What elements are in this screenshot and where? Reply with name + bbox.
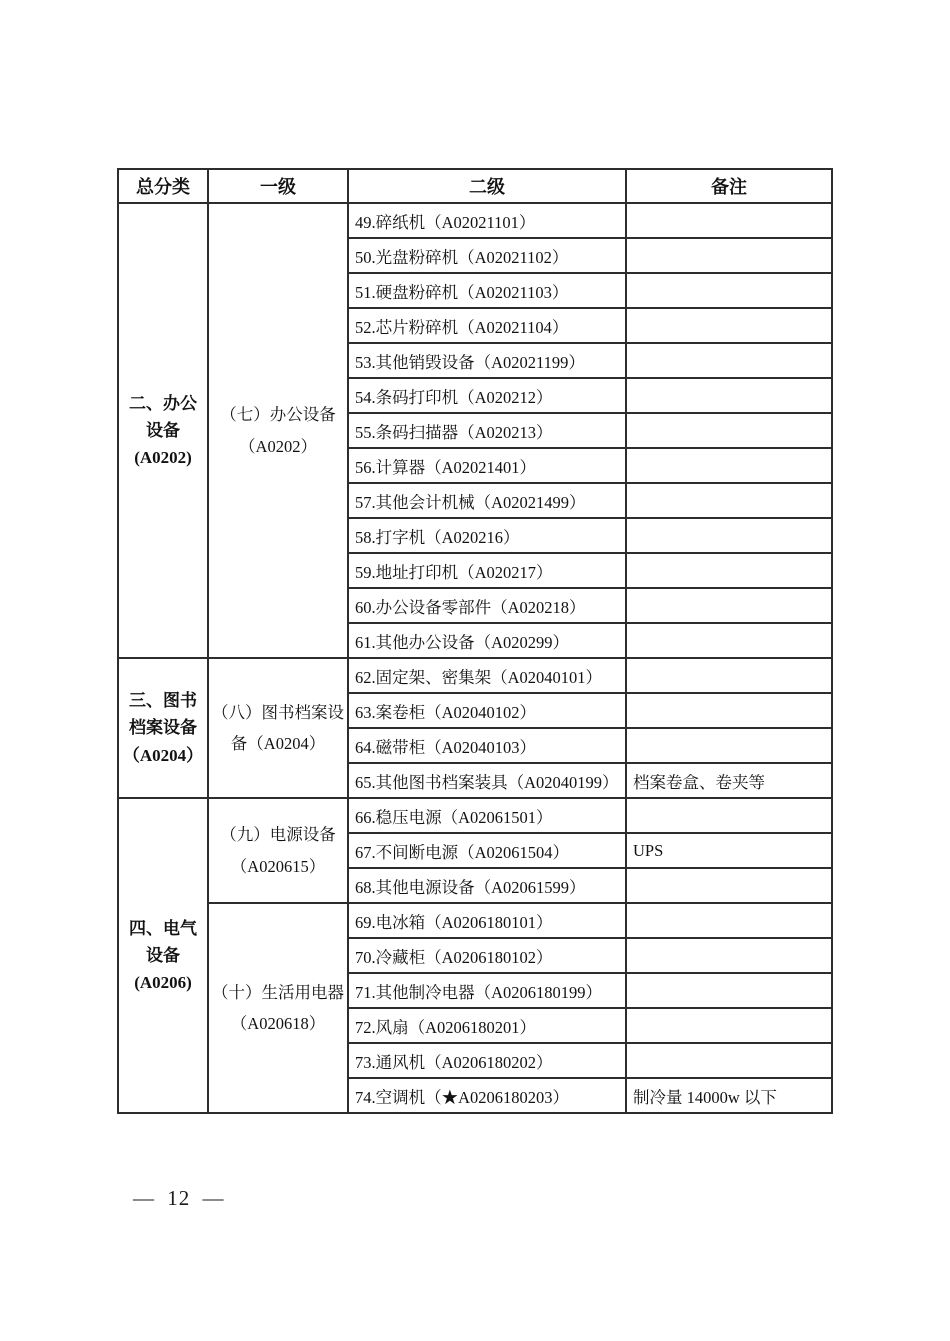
- level2-cell: 68.其他电源设备（A02061599）: [348, 868, 626, 903]
- remark-cell: [626, 938, 832, 973]
- level2-cell: 51.硬盘粉碎机（A02021103）: [348, 273, 626, 308]
- table-row: [118, 798, 832, 833]
- remark-cell: [626, 343, 832, 378]
- page-number: — 12 —: [133, 1186, 225, 1210]
- level2-cell: 60.办公设备零部件（A020218）: [348, 588, 626, 623]
- remark-cell: 制冷量 14000w 以下: [626, 1078, 832, 1113]
- level2-cell: 69.电冰箱（A0206180101）: [348, 903, 626, 938]
- level2-cell: 55.条码扫描器（A020213）: [348, 413, 626, 448]
- level2-cell: 67.不间断电源（A02061504）: [348, 833, 626, 868]
- level1-cell: （九）电源设备（A020615）: [208, 798, 348, 903]
- remark-cell: [626, 728, 832, 763]
- category-cell: 四、电气设备(A0206): [118, 798, 208, 1113]
- level2-cell: 56.计算器（A02021401）: [348, 448, 626, 483]
- table-body: [118, 203, 832, 1113]
- category-cell: 二、办公设备(A0202): [118, 203, 208, 658]
- header-remark: 备注: [626, 169, 832, 203]
- remark-cell: [626, 588, 832, 623]
- remark-cell: [626, 693, 832, 728]
- level2-cell: 74.空调机（★A0206180203）: [348, 1078, 626, 1113]
- remark-cell: [626, 973, 832, 1008]
- table-row: [118, 903, 832, 938]
- level1-cell: （十）生活用电器（A020618）: [208, 903, 348, 1113]
- level2-cell: 58.打字机（A020216）: [348, 518, 626, 553]
- classification-table: [117, 168, 833, 1114]
- level2-cell: 54.条码打印机（A020212）: [348, 378, 626, 413]
- header-general-category: 总分类: [118, 169, 208, 203]
- remark-cell: [626, 483, 832, 518]
- remark-cell: UPS: [626, 833, 832, 868]
- level2-cell: 72.风扇（A0206180201）: [348, 1008, 626, 1043]
- remark-cell: 档案卷盒、卷夹等: [626, 763, 832, 798]
- remark-cell: [626, 413, 832, 448]
- level2-cell: 49.碎纸机（A02021101）: [348, 203, 626, 238]
- remark-cell: [626, 658, 832, 693]
- remark-cell: [626, 238, 832, 273]
- remark-cell: [626, 1043, 832, 1078]
- level2-cell: 50.光盘粉碎机（A02021102）: [348, 238, 626, 273]
- level2-cell: 65.其他图书档案装具（A02040199）: [348, 763, 626, 798]
- remark-cell: [626, 868, 832, 903]
- header-level2: 二级: [348, 169, 626, 203]
- level2-cell: 63.案卷柜（A02040102）: [348, 693, 626, 728]
- level2-cell: 66.稳压电源（A02061501）: [348, 798, 626, 833]
- level1-cell: （八）图书档案设备（A0204）: [208, 658, 348, 798]
- remark-cell: [626, 798, 832, 833]
- remark-cell: [626, 553, 832, 588]
- remark-cell: [626, 448, 832, 483]
- remark-cell: [626, 518, 832, 553]
- level1-cell: （七）办公设备（A0202）: [208, 203, 348, 658]
- table-row: [118, 203, 832, 238]
- remark-cell: [626, 308, 832, 343]
- category-cell: 三、图书档案设备（A0204）: [118, 658, 208, 798]
- remark-cell: [626, 203, 832, 238]
- level2-cell: 61.其他办公设备（A020299）: [348, 623, 626, 658]
- remark-cell: [626, 623, 832, 658]
- header-level1: 一级: [208, 169, 348, 203]
- level2-cell: 70.冷藏柜（A0206180102）: [348, 938, 626, 973]
- table-header-row: [118, 169, 832, 203]
- level2-cell: 52.芯片粉碎机（A02021104）: [348, 308, 626, 343]
- level2-cell: 71.其他制冷电器（A0206180199）: [348, 973, 626, 1008]
- level2-cell: 59.地址打印机（A020217）: [348, 553, 626, 588]
- level2-cell: 64.磁带柜（A02040103）: [348, 728, 626, 763]
- remark-cell: [626, 273, 832, 308]
- table-row: [118, 169, 832, 203]
- remark-cell: [626, 903, 832, 938]
- level2-cell: 53.其他销毁设备（A02021199）: [348, 343, 626, 378]
- level2-cell: 62.固定架、密集架（A02040101）: [348, 658, 626, 693]
- level2-cell: 57.其他会计机械（A02021499）: [348, 483, 626, 518]
- table-row: [118, 658, 832, 693]
- level2-cell: 73.通风机（A0206180202）: [348, 1043, 626, 1078]
- remark-cell: [626, 378, 832, 413]
- remark-cell: [626, 1008, 832, 1043]
